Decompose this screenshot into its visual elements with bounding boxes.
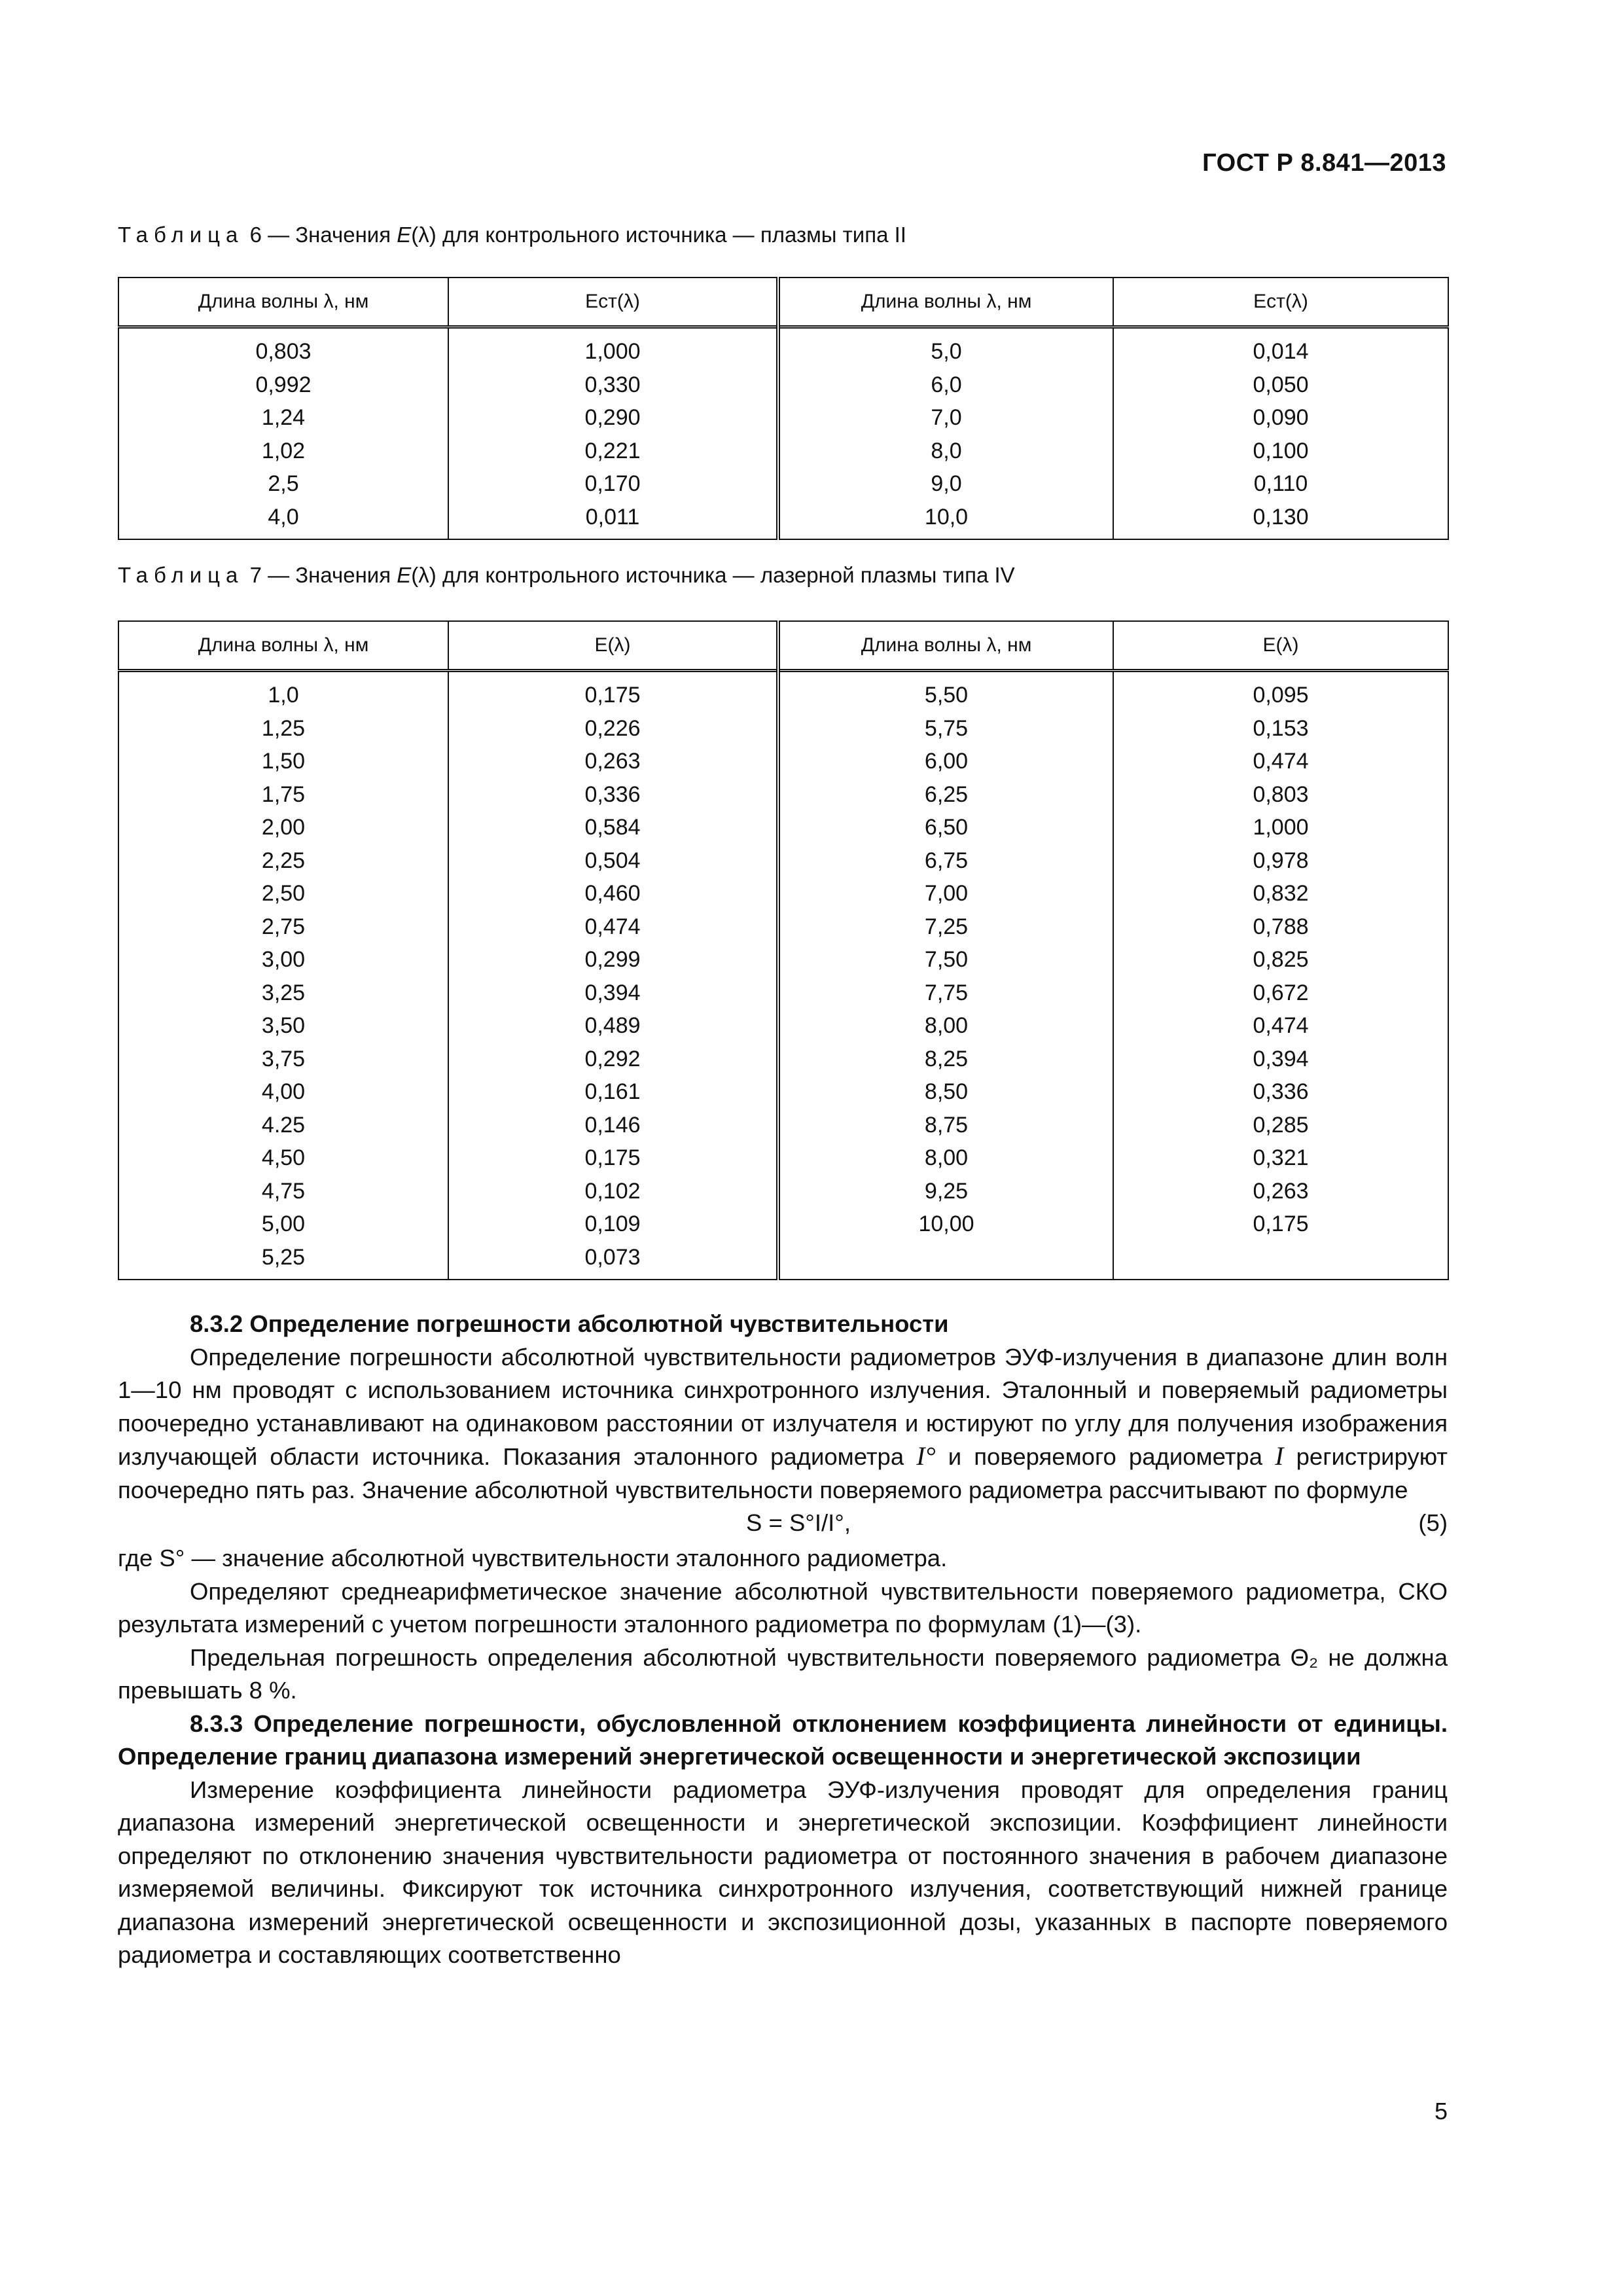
table6 [118,277,1449,540]
table-cell: 4,50 [118,1141,448,1175]
table-row [118,501,1448,540]
table-row [118,1141,1448,1175]
table-cell: 0,090 [1113,401,1448,435]
table-cell: 0,292 [448,1043,778,1076]
table-row [118,1241,1448,1280]
table-cell: 4.25 [118,1109,448,1142]
table-cell: 5,0 [778,327,1113,368]
table-cell [778,1241,1113,1280]
table-cell: 0,161 [448,1075,778,1109]
table-cell: 6,0 [778,368,1113,402]
table6-header-1: Длина волны λ, нм [118,278,448,327]
table-cell: 0,584 [448,811,778,844]
table6-header-3: Длина волны λ, нм [778,278,1113,327]
table-cell: 10,0 [778,501,1113,540]
table-cell: 0,110 [1113,467,1448,501]
table-cell: 0,050 [1113,368,1448,402]
table-cell: 8,00 [778,1141,1113,1175]
table-row [118,910,1448,944]
table-cell: 0,832 [1113,877,1448,910]
table-row [118,401,1448,435]
table-cell: 0,102 [448,1175,778,1208]
table-cell: 10,00 [778,1208,1113,1241]
table-cell: 6,75 [778,844,1113,878]
table-cell: 5,25 [118,1241,448,1280]
section-8-3-2-paragraph-1 [118,1341,1448,1507]
table-cell: 0,130 [1113,501,1448,540]
table-cell: 0,803 [118,327,448,368]
table-cell: 0,175 [448,1141,778,1175]
table6-caption [118,223,906,247]
table-row [118,844,1448,878]
section-8-3-2-paragraph-2: Определяют среднеарифметическое значение абсолютной чувствительности поверяемого радиометра, СКО результата измерений с учетом погрешности эталонного радиометра по формулам (1)—(3). [118,1577,1448,1638]
table-cell: 0,394 [448,977,778,1010]
table7-caption-word: Таблица [118,563,244,587]
table-cell: 8,50 [778,1075,1113,1109]
table-row [118,671,1448,712]
table-cell: 0,263 [1113,1175,1448,1208]
table-cell: 0,153 [1113,712,1448,745]
table-row [118,435,1448,468]
table7 [118,620,1449,1280]
table-cell: 1,000 [1113,811,1448,844]
table-cell: 9,25 [778,1175,1113,1208]
table-cell: 0,992 [118,368,448,402]
table-cell: 0,175 [1113,1208,1448,1241]
table-cell: 0,285 [1113,1109,1448,1142]
table-cell: 4,75 [118,1175,448,1208]
table-cell: 0,100 [1113,435,1448,468]
table-cell: 0,221 [448,435,778,468]
formula-5 [118,1507,1448,1542]
table-cell: 0,336 [448,778,778,812]
table-cell: 0,474 [1113,1009,1448,1043]
standard-code: ГОСТ Р 8.841—2013 [1202,149,1446,177]
section-8-3-3-heading: 8.3.3 Определение погрешности, обусловленной отклонением коэффициента линейности от единицы. Определение границ диапазона измерений энергетической освещенности и энергетической экспозиции [118,1710,1448,1770]
table-cell: 1,0 [118,671,448,712]
table-cell: 0,263 [448,745,778,778]
table-cell: 4,0 [118,501,448,540]
table-cell: 6,00 [778,745,1113,778]
table-row [118,811,1448,844]
formula-where: где S° — значение абсолютной чувствительности эталонного радиометра. [118,1545,948,1571]
table6-caption-text: (λ) для контрольного источника — плазмы типа II [411,223,906,247]
table-cell: 3,00 [118,943,448,977]
table7-header-4: E(λ) [1113,621,1448,671]
table-row [118,467,1448,501]
table-cell: 8,75 [778,1109,1113,1142]
table-row [118,1208,1448,1241]
table-row [118,1009,1448,1043]
table-cell: 1,02 [118,435,448,468]
table-cell: 2,75 [118,910,448,944]
table-cell: 1,50 [118,745,448,778]
table-cell: 3,50 [118,1009,448,1043]
table-cell: 0,290 [448,401,778,435]
table-cell: 8,0 [778,435,1113,468]
table-cell: 0,011 [448,501,778,540]
table-cell: 6,50 [778,811,1113,844]
table-cell: 0,073 [448,1241,778,1280]
table-cell: 8,00 [778,1009,1113,1043]
table-row [118,778,1448,812]
table-row [118,745,1448,778]
reference-reading-symbol: I° [916,1441,936,1471]
table-row [118,327,1448,368]
paragraph-1-part-b: и поверяемого радиометра [935,1443,1275,1470]
paragraph-1-part-a: Определение погрешности абсолютной чувствительности радиометров ЭУФ-излучения в диапазоне длин волн 1—10 нм проводят с использованием источника синхротронного излучения. Эталонный и поверяемый радиометры поочередно устанавливают на одинаковом расстоянии от излучателя и юстируют по углу для получения изображения излучающей области источника. Показания эталонного радиометра [118,1343,1448,1470]
table-cell: 8,25 [778,1043,1113,1076]
table7-header-2: E(λ) [448,621,778,671]
table-cell: 2,50 [118,877,448,910]
table-cell: 0,330 [448,368,778,402]
table6-caption-number: 6 — Значения [249,223,397,247]
table-cell: 0,394 [1113,1043,1448,1076]
formula-expression: S = S°I/I°, [746,1509,851,1536]
table-cell: 6,25 [778,778,1113,812]
section-8-3-3-paragraph-1: Измерение коэффициента линейности радиометра ЭУФ-излучения проводят для определения границ диапазона измерений энергетической освещенности и энергетической экспозиции. Коэффициент линейности определяют по отклонению значения чувствительности радиометра от постоянного значения в рабочем диапазоне измеряемой величины. Фиксируют ток источника синхротронного излучения, соответствующий нижней границе диапазона измерений энергетической освещенности и экспозиционной дозы, указанных в паспорте поверяемого радиометра и составляющих соответственно [118,1776,1448,1968]
table-row [118,1043,1448,1076]
table-cell: 3,75 [118,1043,448,1076]
table-row [118,943,1448,977]
table-cell: 0,095 [1113,671,1448,712]
table-cell: 9,0 [778,467,1113,501]
table-cell: 2,25 [118,844,448,878]
table-cell: 0,788 [1113,910,1448,944]
table-cell: 1,25 [118,712,448,745]
page-number: 5 [1434,2098,1448,2125]
table-cell: 0,978 [1113,844,1448,878]
table-row [118,368,1448,402]
table7-caption-text: (λ) для контрольного источника — лазерной плазмы типа IV [411,563,1015,587]
table-row [118,1075,1448,1109]
formula-number: (5) [1418,1509,1448,1536]
table6-caption-symbol: E [397,223,412,247]
table-cell: 0,321 [1113,1141,1448,1175]
table-cell: 0,474 [448,910,778,944]
section-8-3-2-heading: 8.3.2 Определение погрешности абсолютной чувствительности [190,1310,949,1337]
table-cell: 0,474 [1113,745,1448,778]
table-cell: 7,50 [778,943,1113,977]
table7-caption-symbol: E [397,563,412,587]
table7-caption-number: 7 — Значения [249,563,397,587]
table-cell: 0,146 [448,1109,778,1142]
table-cell: 0,109 [448,1208,778,1241]
paragraph-1-part-c: регистрируют поочередно пять раз. Значение абсолютной чувствительности поверяемого радиометра рассчитывают по формуле [118,1443,1448,1503]
table-cell: 0,226 [448,712,778,745]
table-cell: 0,336 [1113,1075,1448,1109]
table-cell: 0,170 [448,467,778,501]
table-cell: 5,00 [118,1208,448,1241]
table-cell: 0,504 [448,844,778,878]
table-cell: 2,00 [118,811,448,844]
table-row [118,877,1448,910]
table-cell: 2,5 [118,467,448,501]
table7-header-3: Длина волны λ, нм [778,621,1113,671]
table-cell [1113,1241,1448,1280]
table7-header-1: Длина волны λ, нм [118,621,448,671]
table-cell: 0,299 [448,943,778,977]
section-8-3-2-paragraph-3: Предельная погрешность определения абсолютной чувствительности поверяемого радиометра Θ₂ не должна превышать 8 %. [118,1643,1448,1704]
table-row [118,1109,1448,1142]
table-row [118,712,1448,745]
table-cell: 0,014 [1113,327,1448,368]
table-cell: 5,75 [778,712,1113,745]
table6-caption-word: Таблица [118,223,244,247]
table-cell: 0,672 [1113,977,1448,1010]
table-cell: 7,25 [778,910,1113,944]
table-cell: 7,00 [778,877,1113,910]
table-row [118,977,1448,1010]
table6-header-2: Eст(λ) [448,278,778,327]
table-cell: 0,803 [1113,778,1448,812]
section-8-3-2 [118,1308,1448,1972]
table-cell: 1,75 [118,778,448,812]
table-cell: 1,24 [118,401,448,435]
table6-header-4: Eст(λ) [1113,278,1448,327]
table-cell: 0,489 [448,1009,778,1043]
table-cell: 4,00 [118,1075,448,1109]
table-cell: 0,460 [448,877,778,910]
table-cell: 7,75 [778,977,1113,1010]
tested-reading-symbol: I [1275,1441,1284,1471]
table-cell: 0,825 [1113,943,1448,977]
table-cell: 7,0 [778,401,1113,435]
table-cell: 0,175 [448,671,778,712]
table-cell: 5,50 [778,671,1113,712]
table-cell: 3,25 [118,977,448,1010]
table-row [118,1175,1448,1208]
table7-caption [118,563,1015,588]
table-cell: 1,000 [448,327,778,368]
